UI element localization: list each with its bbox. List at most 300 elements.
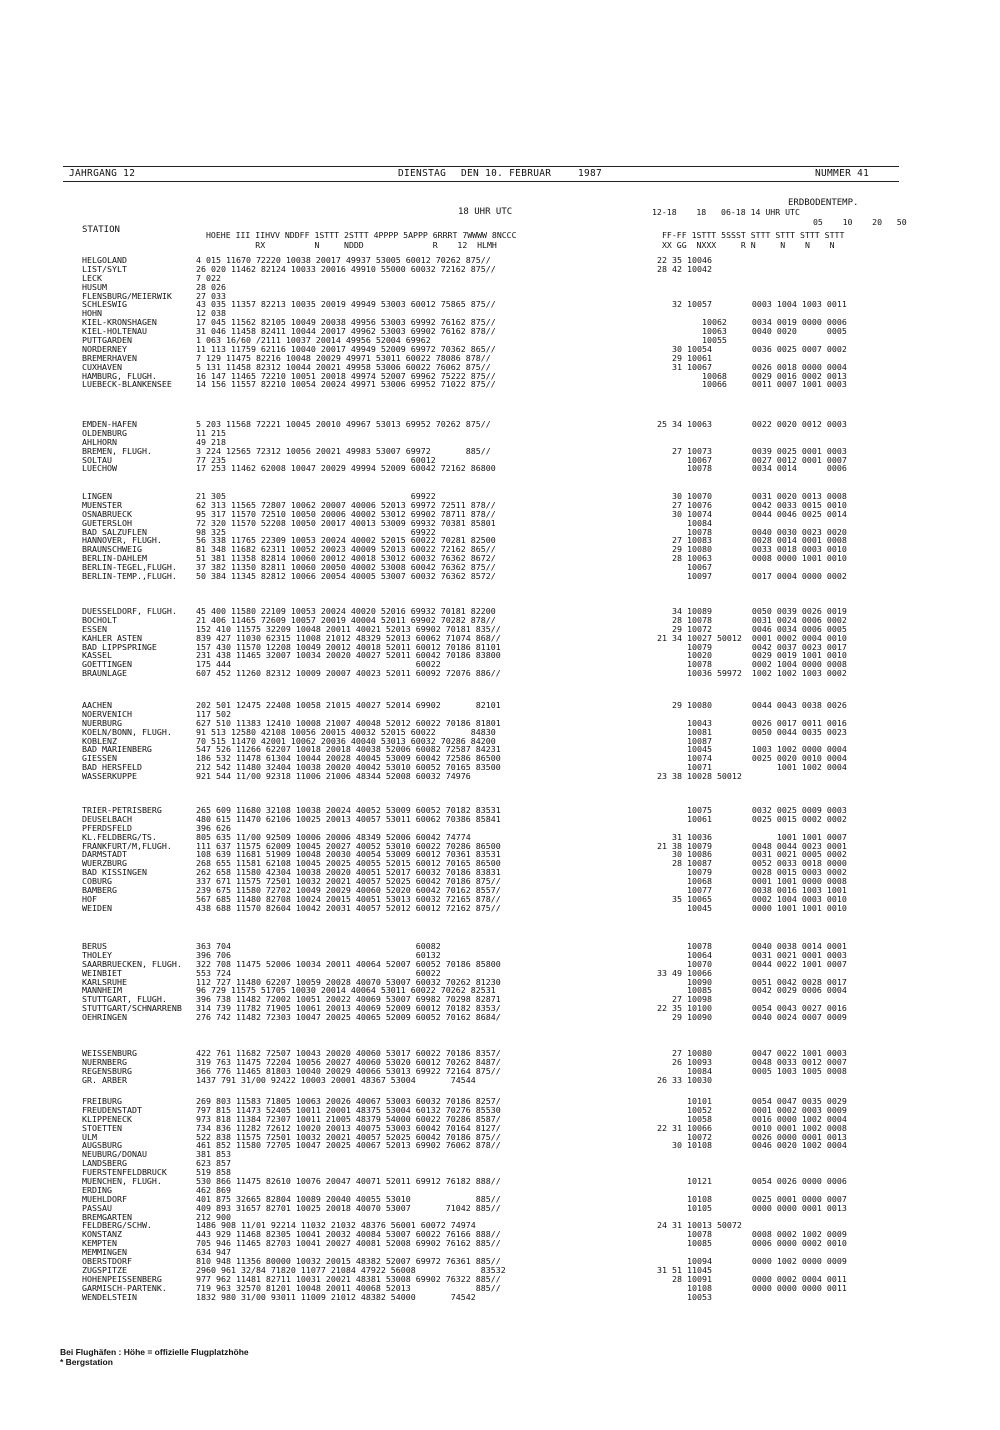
synop-data-row: 422 761 11682 72507 10043 20020 40060 53017 60022 70186 8357/ <box>196 1048 501 1058</box>
synop-data-row: 11 215 <box>196 427 226 438</box>
station-name-row: NUERBURG <box>82 717 122 728</box>
station-name-row: MUEHLDORF <box>82 1193 127 1204</box>
station-name-row: SAARBRUECKEN, FLUGH. <box>82 958 182 969</box>
station-name-row: GOETTINGEN <box>82 659 132 670</box>
station-name-row: KLIPPENECK <box>82 1113 132 1124</box>
station-name-row: HOHN <box>82 308 102 319</box>
station-name-row: STUTTGART, FLUGH. <box>82 994 167 1005</box>
soil-temp-data-row <box>657 283 897 292</box>
soil-temp-data <box>657 1049 897 1085</box>
synop-data <box>196 806 608 913</box>
synop-data-row: 567 685 11480 82708 10024 20015 40051 53013 60032 72165 878// <box>196 893 501 904</box>
station-name-row: DARMSTADT <box>82 849 127 860</box>
soil-temp-data-row <box>657 429 897 438</box>
soil-temp-data-row: 10084 0005 1003 1005 0008 <box>657 1065 847 1076</box>
station-name-row: HELGOLAND <box>82 255 127 265</box>
soil-temp-data-row: 22 31 10066 0010 0001 1002 0008 <box>657 1122 847 1133</box>
station-name-row: GARMISCH-PARTENK. <box>82 1282 167 1293</box>
soil-temp-data-row: 10068 0029 0016 0002 0013 <box>657 370 847 381</box>
soil-temp-data-row: 10085 0042 0029 0006 0004 <box>657 985 847 996</box>
station-name-row: MANNHEIM <box>82 985 122 996</box>
synop-data-row: 77 235 60012 <box>196 454 436 465</box>
station-name-row: LANDSBERG <box>82 1158 127 1169</box>
station-name-row: OBERSTDORF <box>82 1256 132 1267</box>
soil-temp-data-row: 31 10067 0026 0018 0000 0004 <box>657 361 847 372</box>
station-name-row: KOELN/BONN, FLUGH. <box>82 726 172 737</box>
synop-data <box>196 607 608 678</box>
soil-temp-data-row: 26 10093 0048 0033 0012 0007 <box>657 1056 847 1067</box>
station-name-row: AACHEN <box>82 700 112 710</box>
synop-data-row: 31 046 11458 82411 10044 20017 49962 53003 69902 76162 878// <box>196 326 496 337</box>
station-name-row: BAD MARIENBERG <box>82 744 152 755</box>
synop-data-row: 112 727 11480 62207 10059 20028 40070 53007 60032 70262 81230 <box>196 976 501 987</box>
synop-data-row: 438 688 11570 82604 10042 20031 40057 52012 60012 72162 875// <box>196 902 501 913</box>
synop-data-row: 705 946 11465 82703 10041 20027 40081 52008 69902 76162 885// <box>196 1238 501 1249</box>
station-name-row: FREUDENSTADT <box>82 1104 142 1115</box>
soil-temp-data-row: 10062 0034 0019 0000 0006 <box>657 317 847 328</box>
main-code-header: HOEHE III IIHVV NDDFF 1STTT 2STTT 4PPPP 5APPP 6RRRT 7WWWW 8NCCC <box>206 230 517 240</box>
synop-data-row: 98 325 69922 <box>196 526 436 537</box>
soil-temp-data-row: 22 35 10046 <box>657 255 712 265</box>
synop-data-row: 265 609 11680 32108 10038 20024 40052 53009 60052 70182 83531 <box>196 805 501 815</box>
station-name-row: LECK <box>82 272 102 283</box>
synop-data-row: 268 655 11581 62108 10045 20025 40055 52015 60012 70165 86500 <box>196 858 501 869</box>
period-header: 12-18 18 06-18 14 UHR UTC <box>652 207 800 217</box>
synop-data-row: 96 729 11575 51705 10030 20014 40064 53011 60022 70262 82531 <box>196 985 496 996</box>
station-name-row: HOF <box>82 893 97 904</box>
synop-data-row: 21 406 11465 72609 10057 20019 40004 52011 69902 70282 878// <box>196 614 496 625</box>
synop-data-row: 28 026 <box>196 281 226 292</box>
station-name-row: SCHLESWIG <box>82 299 127 310</box>
weekday-label: DIENSTAG <box>398 168 447 179</box>
station-name-row: WEINBIET <box>82 967 122 978</box>
soil-temp-data-row: 10072 0026 0000 0001 0013 <box>657 1131 847 1142</box>
soil-temp-data <box>657 607 897 678</box>
synop-data-row: 553 724 60022 <box>196 967 441 978</box>
soil-temp-data-row: 29 10090 0040 0024 0007 0009 <box>657 1012 847 1023</box>
soil-temp-header: ERDBODENTEMP. <box>788 198 859 208</box>
station-name-row: BERLIN-DAHLEM <box>82 553 147 564</box>
synop-data-row: 51 381 11358 82814 10060 20012 40018 53012 60032 76362 8672/ <box>196 553 496 564</box>
right-code-subheader: XX GG NXXX R N N N N <box>662 240 835 250</box>
soil-temp-data-row: 29 10072 0046 0034 0006 0005 <box>657 623 847 634</box>
synop-data-row: 212 542 11480 32404 10038 20020 40042 53010 60052 70165 83500 <box>196 762 501 773</box>
synop-data <box>196 1097 608 1301</box>
synop-data-row: 634 947 <box>196 1247 231 1258</box>
synop-data-row: 95 317 11570 72510 10050 20006 40002 53012 69902 78711 878// <box>196 508 496 519</box>
station-name-row: NUERNBERG <box>82 1056 127 1067</box>
station-name-row: BREMGARTEN <box>82 1211 132 1222</box>
station-name-row: OSNABRUECK <box>82 508 132 519</box>
soil-temp-data-row: 10058 0016 0000 1002 0004 <box>657 1113 847 1124</box>
station-name-row: LIST/SYLT <box>82 263 127 274</box>
synop-data-row: 607 452 11260 82312 10009 20007 40023 52011 60092 72076 886// <box>196 668 501 679</box>
station-name-row: FREIBURG <box>82 1096 122 1106</box>
soil-temp-data <box>657 256 897 389</box>
synop-data-row: 91 513 12580 42108 10056 20015 40032 52015 60022 84830 <box>196 726 496 737</box>
station-name-row: REGENSBURG <box>82 1065 132 1076</box>
station-name-row: FRANKFURT/M,FLUGH. <box>82 840 172 851</box>
synop-data <box>196 701 608 781</box>
soil-temp-data-row: 24 31 10013 50072 <box>657 1220 742 1231</box>
soil-temp-data-row: 10045 1003 1002 0000 0004 <box>657 744 847 755</box>
synop-data-row: 314 739 11782 71905 10061 20013 40069 52009 60012 70182 8353/ <box>196 1003 501 1014</box>
synop-data-row: 381 853 <box>196 1149 231 1160</box>
station-name-row: HANNOVER, FLUGH. <box>82 535 162 546</box>
soil-temp-data <box>657 420 897 473</box>
station-name-row: ZUGSPITZE <box>82 1264 127 1275</box>
soil-temp-data-row: 27 10080 0047 0022 1001 0003 <box>657 1048 847 1058</box>
station-name-row: KL.FELDBERG/TS. <box>82 831 157 842</box>
soil-temp-data-row: 28 10087 0052 0033 0018 0000 <box>657 858 847 869</box>
soil-temp-data-row <box>657 1150 897 1159</box>
soil-temp-data-row: 10078 0034 0014 0006 <box>657 463 847 474</box>
synop-data-row: 319 763 11475 72204 10056 20027 40060 53020 60012 70262 8487/ <box>196 1056 501 1067</box>
synop-data-row: 973 818 11384 72307 10011 21005 48379 54000 60022 70286 8587/ <box>196 1113 501 1124</box>
soil-temp-data-row: 10078 0040 0030 0023 0020 <box>657 526 847 537</box>
station-name-row: BREMERHAVEN <box>82 352 137 363</box>
synop-data-row: 21 305 69922 <box>196 491 436 501</box>
station-name-row: BERLIN-TEGEL,FLUGH. <box>82 562 177 573</box>
station-name-row: HAMBURG, FLUGH. <box>82 370 157 381</box>
station-name-row: NOERVENICH <box>82 708 132 719</box>
soil-temp-data-row: 10085 0006 0000 0002 0010 <box>657 1238 847 1249</box>
station-name-row: AHLHORN <box>82 436 117 447</box>
synop-data-row: 519 858 <box>196 1167 231 1178</box>
station-name-row: KAHLER ASTEN <box>82 632 142 643</box>
station-name-row: BAD KISSINGEN <box>82 867 147 878</box>
synop-data-row: 839 427 11030 62315 11008 21012 48329 52013 60062 71074 868// <box>196 632 501 643</box>
station-name-row: FUERSTENFELDBRUCK <box>82 1167 167 1178</box>
soil-temp-data-row: 10045 0000 1001 1001 0010 <box>657 902 847 913</box>
synop-data-row: 212 900 <box>196 1211 231 1222</box>
station-name-row: ULM <box>82 1131 97 1142</box>
soil-temp-data-row: 10079 0028 0015 0003 0002 <box>657 867 847 878</box>
soil-temp-data-row: 29 10080 0044 0043 0038 0026 <box>657 700 847 710</box>
synop-data-row: 45 400 11580 22109 10053 20024 40020 52016 69932 70181 82200 <box>196 606 496 616</box>
station-name-row: BAD LIPPSPRINGE <box>82 641 157 652</box>
synop-data-row: 70 515 11470 42001 10062 20036 40040 53013 60032 70286 84200 <box>196 735 496 746</box>
synop-data-row: 62 313 11565 72807 10062 20007 40006 52013 69972 72511 878// <box>196 499 496 510</box>
synop-data-row: 16 147 11465 72210 10051 20018 49974 52007 69962 75222 875// <box>196 370 496 381</box>
station-name-row: TRIER-PETRISBERG <box>82 805 162 815</box>
synop-data-row: 269 803 11583 71805 10063 20026 40067 53003 60032 70186 8257/ <box>196 1096 501 1106</box>
soil-temp-data-row: 27 10076 0042 0033 0015 0010 <box>657 499 847 510</box>
soil-temp-data-row: 10090 0051 0042 0028 0017 <box>657 976 847 987</box>
synop-data-row: 322 708 11475 52006 10034 20011 40064 52007 60052 70186 85800 <box>196 958 501 969</box>
soil-temp-data-row: 10079 0042 0037 0023 0017 <box>657 641 847 652</box>
synop-data-row: 157 430 11570 12208 10049 20012 40018 52011 60012 70186 81101 <box>196 641 501 652</box>
synop-data-row: 17 253 11462 62008 10047 20029 49994 52009 60042 72162 86800 <box>196 463 496 474</box>
synop-data-row: 627 510 11383 12410 10008 21007 40048 52012 60022 70186 81801 <box>196 717 501 728</box>
station-name-row: BAD HERSFELD <box>82 762 142 773</box>
soil-temp-data-row: 10053 <box>657 1291 712 1302</box>
station-name-row: NEUBURG/DONAU <box>82 1149 147 1160</box>
station-name-row: BOCHOLT <box>82 614 117 625</box>
soil-temp-data-row: 10094 0000 1002 0000 0009 <box>657 1256 847 1267</box>
station-name-row: PUTTGARDEN <box>82 335 132 346</box>
synop-data-row: 14 156 11557 82210 10054 20024 49971 53006 69952 71022 875// <box>196 379 496 390</box>
synop-data-row: 117 502 <box>196 708 231 719</box>
station-name-row: ESSEN <box>82 623 107 634</box>
soil-temp-data-row: 25 34 10063 0022 0020 0012 0003 <box>657 419 847 429</box>
synop-data-row: 231 438 11465 32007 10034 20020 40027 52011 60042 70186 83800 <box>196 650 501 661</box>
station-name-row: EMDEN-HAFEN <box>82 419 137 429</box>
station-name-row: LUEBECK-BLANKENSEE <box>82 379 172 390</box>
synop-data-row: 805 635 11/00 92509 10006 20006 48349 52006 60042 74774 <box>196 831 471 842</box>
soil-temp-data-row: 10067 0027 0012 0001 0007 <box>657 454 847 465</box>
soil-temp-data-row: 10108 0025 0001 0000 0007 <box>657 1193 847 1204</box>
station-name-row: BRAUNLAGE <box>82 668 127 679</box>
soil-temp-data-row: 32 10057 0003 1004 1003 0011 <box>657 299 847 310</box>
synop-data-row: 239 675 11580 72702 10049 20029 40060 52020 60042 70162 8557/ <box>196 885 501 896</box>
synop-data-row: 111 637 11575 62009 10045 20027 40052 53010 60022 70286 86500 <box>196 840 501 851</box>
soil-temp-data-row: 10055 <box>657 335 727 346</box>
station-name-row: STOETTEN <box>82 1122 122 1133</box>
station-name-row: WUERZBURG <box>82 858 127 869</box>
synop-data-row: 810 948 11356 80000 10032 20015 48382 52007 69972 76361 885// <box>196 1256 501 1267</box>
station-name-row: BRAUNSCHWEIG <box>82 544 142 555</box>
synop-data-row: 175 444 60022 <box>196 659 441 670</box>
soil-temp-data-row: 10071 1001 1002 0004 <box>657 762 847 773</box>
soil-temp-data-row: 10020 0029 0019 1001 0010 <box>657 650 847 661</box>
station-name-row: LINGEN <box>82 491 112 501</box>
soil-temp-data-row: 30 10054 0036 0025 0007 0002 <box>657 343 847 354</box>
soil-temp-data-row: 21 34 10027 50012 0001 0002 0004 0010 <box>657 632 847 643</box>
soil-temp-data-row: 10064 0031 0021 0001 0003 <box>657 949 847 960</box>
synop-data <box>196 942 608 1022</box>
synop-data-row: 396 738 11482 72002 10051 20022 40069 53007 69982 70298 82871 <box>196 994 501 1005</box>
soil-temp-data-row: 10108 0000 0000 0000 0011 <box>657 1282 847 1293</box>
synop-data-row: 49 218 <box>196 436 226 447</box>
soil-temp-data-row: 10101 0054 0047 0035 0029 <box>657 1096 847 1106</box>
soil-temp-data-row: 10078 0008 0002 1002 0009 <box>657 1229 847 1240</box>
station-name-row: AUGSBURG <box>82 1140 122 1151</box>
soil-temp-data-row: 30 10086 0031 0021 0005 0002 <box>657 849 847 860</box>
station-name-row: KONSTANZ <box>82 1229 122 1240</box>
station-name-row: KIEL-KRONSHAGEN <box>82 317 157 328</box>
synop-data-row: 366 776 11465 81803 10040 20029 40066 53013 69922 72164 875// <box>196 1065 501 1076</box>
soil-temp-data-row: 10078 0040 0038 0014 0001 <box>657 941 847 951</box>
soil-temp-data-row: 28 10091 0000 0002 0004 0011 <box>657 1273 847 1284</box>
synop-data-row: 11 113 11759 62116 10040 20017 49949 52009 69972 70362 865// <box>196 343 496 354</box>
station-name-row: OEHRINGEN <box>82 1012 127 1023</box>
station-name-row: LUECHOW <box>82 463 117 474</box>
station-name-row: WASSERKUPPE <box>82 771 137 782</box>
synop-data-row: 977 962 11481 82711 10031 20021 48381 53008 69902 76322 885// <box>196 1273 501 1284</box>
volume-label: JAHRGANG 12 <box>69 168 136 179</box>
station-name-row: GR. ARBER <box>82 1074 127 1085</box>
soil-temp-data-row: 10078 0002 1004 0000 0008 <box>657 659 847 670</box>
soil-temp-data-row: 21 38 10079 0048 0044 0023 0001 <box>657 840 847 851</box>
synop-data-row: 1486 908 11/01 92214 11032 21032 48376 56001 60072 74974 <box>196 1220 476 1231</box>
soil-temp-data-row: 10075 0032 0025 0009 0003 <box>657 805 847 815</box>
soil-temp-data-row: 27 10083 0028 0014 0001 0008 <box>657 535 847 546</box>
soil-temp-data <box>657 492 897 581</box>
synop-data-row: 81 348 11682 62311 10052 20023 40009 52013 60022 72162 865// <box>196 544 496 555</box>
station-name-row: OLDENBURG <box>82 427 127 438</box>
synop-data-row: 1 063 16/60 /2111 10037 20014 49956 52004 69962 <box>196 335 431 346</box>
synop-data-row: 3 224 12565 72312 10056 20021 49983 53007 69972 885// <box>196 445 491 456</box>
station-name-row: FELDBERG/SCHW. <box>82 1220 152 1231</box>
station-name-row: BAD SALZUFLEN <box>82 526 147 537</box>
footnote-airport: Bei Flughäfen : Höhe = offizielle Flugplatzhöhe <box>60 1347 249 1357</box>
soil-temp-data-row: 27 10098 <box>657 994 712 1005</box>
synop-data-row: 461 852 11580 72705 10047 20025 40067 52013 69902 76062 878// <box>196 1140 501 1151</box>
synop-data <box>196 256 608 389</box>
synop-data-row: 797 815 11473 52405 10011 20001 48375 53004 60132 70276 85530 <box>196 1104 501 1115</box>
year-label: 1987 <box>578 168 603 179</box>
soil-temp-data <box>657 942 897 1022</box>
soil-temp-data-row <box>657 1159 897 1168</box>
station-name-row: KOBLENZ <box>82 735 117 746</box>
synop-data-row: 623 857 <box>196 1158 231 1169</box>
soil-temp-data-row: 10070 0044 0022 1001 0007 <box>657 958 847 969</box>
station-name-row: CUXHAVEN <box>82 361 122 372</box>
soil-temp-data-row: 10067 <box>657 562 712 573</box>
soil-temp-data-row: 10077 0038 0016 1003 1001 <box>657 885 847 896</box>
station-name-row: WENDELSTEIN <box>82 1291 137 1302</box>
station-name-row: GUETERSLOH <box>82 517 132 528</box>
soil-temp-data-row: 28 42 10042 <box>657 263 712 274</box>
soil-temp-data-row: 10097 0017 0004 0000 0002 <box>657 571 847 582</box>
station-name-row: DEUSELBACH <box>82 813 132 824</box>
soil-temp-data-row: 10087 <box>657 735 712 746</box>
soil-temp-data-row: 26 33 10030 <box>657 1074 712 1085</box>
station-name-row: SOLTAU <box>82 454 112 465</box>
depth-header: 05 10 20 50 <box>813 217 907 227</box>
station-name-row: ERDING <box>82 1184 112 1195</box>
soil-temp-data-row: 30 10070 0031 0020 0013 0008 <box>657 491 847 501</box>
station-name-row: COBURG <box>82 876 112 887</box>
station-name-row: KEMPTEN <box>82 1238 117 1249</box>
synop-data-row: 7 022 <box>196 272 221 283</box>
soil-temp-data-row: 28 10078 0031 0024 0006 0002 <box>657 614 847 625</box>
synop-data-row: 462 869 <box>196 1184 231 1195</box>
synop-data <box>196 420 608 473</box>
soil-temp-data-row: 10084 <box>657 517 712 528</box>
soil-temp-data-row: 10081 0050 0044 0035 0023 <box>657 726 847 737</box>
synop-data-row: 522 838 11575 72501 10032 20021 40057 52025 60042 70186 875// <box>196 1131 501 1142</box>
soil-temp-data-row: 10043 0026 0017 0011 0016 <box>657 717 847 728</box>
synop-data-row: 37 382 11350 82811 10060 20050 40002 53008 60042 76362 875// <box>196 562 496 573</box>
synop-data-row: 186 532 11478 61304 10044 20028 40045 53009 60042 72586 86500 <box>196 753 501 764</box>
synop-data-row: 530 866 11475 82610 10076 20047 40071 52011 69912 76182 888// <box>196 1176 501 1187</box>
date-label: DEN 10. FEBRUAR <box>461 168 552 179</box>
station-name-row: HUSUM <box>82 281 107 292</box>
synop-data-row: 4 015 11670 72220 10038 20017 49937 53005 60012 70262 875// <box>196 255 491 265</box>
synop-data-row: 26 020 11462 82124 10033 20016 49910 55000 60032 72162 875// <box>196 263 496 274</box>
station-name-row: MUENCHEN, FLUGH. <box>82 1176 162 1187</box>
station-name-row: PASSAU <box>82 1202 112 1213</box>
synop-data-row: 276 742 11482 72303 10047 20025 40065 52009 60052 70162 8684/ <box>196 1012 501 1023</box>
soil-temp-data-row: 33 49 10066 <box>657 967 712 978</box>
synop-data-row: 5 203 11568 72221 10045 20010 49967 53013 69952 70262 875// <box>196 419 491 429</box>
soil-temp-data-row: 23 38 10028 50012 <box>657 771 742 782</box>
synop-data-row: 72 320 11570 52208 10050 20017 40013 53009 69932 70381 85801 <box>196 517 496 528</box>
synop-data-row: 409 893 31657 82701 10025 20018 40070 53007 71042 885// <box>196 1202 501 1213</box>
soil-temp-data-row: 10066 0011 0007 1001 0003 <box>657 379 847 390</box>
synop-data-row: 50 384 11345 82812 10066 20054 40005 53007 60032 76362 8572/ <box>196 571 496 582</box>
station-name-row: THOLEY <box>82 949 112 960</box>
soil-temp-data-row: 31 51 11045 <box>657 1264 712 1275</box>
station-name-row: BERUS <box>82 941 107 951</box>
soil-temp-data <box>657 1097 897 1301</box>
synop-data-row: 108 639 11681 51909 10048 20030 40054 53009 60012 70361 83531 <box>196 849 501 860</box>
soil-temp-data-row: 10036 59972 1002 1002 1003 0002 <box>657 668 847 679</box>
synop-data-row: 202 501 12475 22408 10058 21015 40027 52014 69902 82101 <box>196 700 501 710</box>
footnote-mountain: * Bergstation <box>60 1357 113 1367</box>
soil-temp-data-row: 10068 0001 1001 0000 0008 <box>657 876 847 887</box>
station-name-row: GIESSEN <box>82 753 117 764</box>
soil-temp-data-row: 22 35 10100 0054 0043 0027 0016 <box>657 1003 847 1014</box>
observation-time-header: 18 UHR UTC <box>458 207 513 217</box>
synop-data-row: 1437 791 31/00 92422 10003 20001 48367 53004 74544 <box>196 1074 476 1085</box>
station-name-row: BAMBERG <box>82 885 117 896</box>
station-name-row: HOHENPEISSENBERG <box>82 1273 162 1284</box>
synop-data-row: 2960 961 32/84 71820 11077 21084 47922 56008 83532 <box>196 1264 506 1275</box>
soil-temp-data-row: 35 10065 0002 1004 0003 0010 <box>657 893 847 904</box>
synop-data-row: 401 875 32665 82804 10089 20040 40055 53010 885// <box>196 1193 501 1204</box>
synop-data-row: 12 038 <box>196 308 226 319</box>
synop-data-row: 719 963 32570 81201 10048 20011 40068 52013 885// <box>196 1282 501 1293</box>
soil-temp-data-row: 10105 0000 0000 0001 0013 <box>657 1202 847 1213</box>
synop-data-row: 396 626 <box>196 822 231 833</box>
right-code-header: FF-FF 1STTT 5SSST STTT STTT STTT STTT <box>662 230 845 240</box>
station-name-row: STUTTGART/SCHNARRENB <box>82 1003 182 1014</box>
main-code-subheader: RX N NDDD R 12 HLMH <box>206 240 497 250</box>
soil-temp-data-row: 34 10089 0050 0039 0026 0019 <box>657 606 847 616</box>
synop-data-row: 337 671 11575 72501 10032 20021 40057 52025 60042 70186 875// <box>196 876 501 887</box>
station-name-row: MEMMINGEN <box>82 1247 127 1258</box>
synop-data-row: 7 129 11475 82216 10048 20029 49971 53011 60022 78086 878// <box>196 352 491 363</box>
soil-temp-data-row <box>657 274 897 283</box>
synop-data-row: 396 706 60132 <box>196 949 441 960</box>
synop-data-row: 43 035 11357 82213 10035 20019 49949 53003 60012 75865 875// <box>196 299 496 310</box>
soil-temp-data-row: 10052 0001 0002 0003 0009 <box>657 1104 847 1115</box>
synop-data-row: 734 836 11282 72612 10020 20013 40075 53003 60042 70164 8127/ <box>196 1122 501 1133</box>
synop-data-row: 547 526 11266 62207 10018 20018 40038 52006 60082 72587 84231 <box>196 744 501 755</box>
station-name-row: MUENSTER <box>82 499 122 510</box>
synop-data-row: 27 033 <box>196 290 226 301</box>
station-name-row: BREMEN, FLUGH. <box>82 445 152 456</box>
soil-temp-data-row: 10074 0025 0020 0010 0004 <box>657 753 847 764</box>
synop-data <box>196 1049 608 1085</box>
station-column-header: STATION <box>82 225 120 235</box>
soil-temp-data-row: 31 10036 1001 1001 0007 <box>657 831 847 842</box>
soil-temp-data-row: 28 10063 0008 0000 1001 0010 <box>657 553 847 564</box>
station-name-row: WEISSENBURG <box>82 1048 137 1058</box>
header-bar <box>63 166 899 182</box>
soil-temp-data <box>657 806 897 913</box>
station-name-row: PFERDSFELD <box>82 822 132 833</box>
station-name-row: DUESSELDORF, FLUGH. <box>82 606 177 616</box>
station-name-row: NORDERNEY <box>82 343 127 354</box>
synop-data-row: 5 131 11458 82312 10044 20021 49958 53006 60022 76062 875// <box>196 361 491 372</box>
soil-temp-data-row: 30 10108 0046 0020 1002 0004 <box>657 1140 847 1151</box>
station-name-row: WEIDEN <box>82 902 112 913</box>
soil-temp-data-row: 29 10061 <box>657 352 712 363</box>
synop-data-row: 443 929 11468 82305 10041 20032 40084 53007 60022 76166 888// <box>196 1229 501 1240</box>
synop-data <box>196 492 608 581</box>
station-name-row: FLENSBURG/MEIERWIK <box>82 290 172 301</box>
synop-data-row: 262 658 11580 42304 10038 20020 40051 52017 60032 70186 83831 <box>196 867 501 878</box>
synop-data-row: 1832 980 31/00 93011 11009 21012 48382 54000 74542 <box>196 1291 476 1302</box>
synop-data-row: 56 338 11765 22309 10053 20024 40002 52015 60022 70281 82500 <box>196 535 496 546</box>
soil-temp-data-row: 10061 0025 0015 0002 0002 <box>657 813 847 824</box>
soil-temp-data-row: 27 10073 0039 0025 0001 0003 <box>657 445 847 456</box>
soil-temp-data-row: 10063 0040 0020 0005 <box>657 326 847 337</box>
